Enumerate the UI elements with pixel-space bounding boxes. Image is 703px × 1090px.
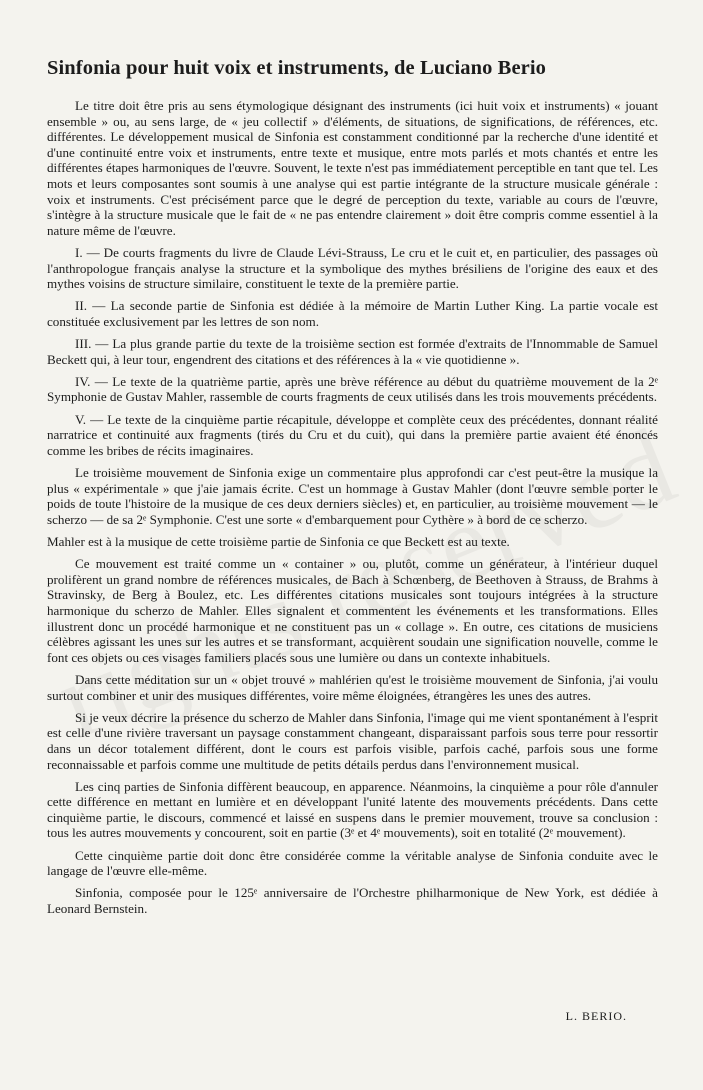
document-body <box>47 98 658 923</box>
document-title: Sinfonia pour huit voix et instruments, de Luciano Berio <box>47 57 546 79</box>
paragraph-third-movement: Le troisième mouvement de Sinfonia exige un commentaire plus approfondi car c'est peut-être la musique la plus « expérimentale » que j'aie jamais écrite. C'est un hommage à Gustav Mahler (dont l'œuvre semble porter le poids de toute l'histoire de la musique de ces deux derniers siècles) et, en particulier, au troisième mouvement — le scherzo — de sa 2ᵉ Symphonie. C'est une sorte « d'embarquement pour Cythère » à bord de ce scherzo. <box>47 465 658 527</box>
paragraph-intro: Le titre doit être pris au sens étymologique désignant des instruments (ici huit voix et instruments) « jouant ensemble » ou, au sens large, de « jeu collectif » d'éléments, de situations, de significations, de références, etc. différentes. Le développement musical de Sinfonia est constamment conditionné par la recherche d'une identité et d'une continuité entre voix et instruments, entre texte et musique, entre mots parlés et mots chantés et entre les différentes étapes harmoniques de l'œuvre. Souvent, le texte n'est pas immédiatement perceptible en tant que tel. Les mots et leurs composantes sont soumis à une analyse qui est partie intégrante de la structure musicale générale : voix et instruments. C'est précisément parce que le degré de perception du texte, variable au cours de l'œuvre, s'intègre à la structure musicale que le fait de « ne pas entendre clairement » doit être compris comme essentiel à la nature même de l'œuvre. <box>47 98 658 238</box>
paragraph-cinq-parties: Les cinq parties de Sinfonia diffèrent beaucoup, en apparence. Néanmoins, la cinquième a pour rôle d'annuler cette différence en mettant en lumière et en développant l'unité latente des mouvements précédents. Dans cette cinquième partie, le discours, commencé et laissé en suspens dans le premier mouvement, trouve sa conclusion : tous les autres mouvements y concourent, soit en partie (3ᵉ et 4ᵉ mouvements), soit en totalité (2ᵉ mouvement). <box>47 778 658 841</box>
paragraph-part-5: V. — Le texte de la cinquième partie récapitule, développe et complète ceux des précédentes, donnant réalité narratrice et continuité aux fragments (tirés du Cru et du cuit), qui dans la première partie avaient été énoncés comme les bribes de récits imaginaires. <box>47 411 658 458</box>
paragraph-mahler-beckett: Mahler est à la musique de cette troisième partie de Sinfonia ce que Beckett est au texte. <box>47 534 510 549</box>
paragraph-objet-trouve: Dans cette méditation sur un « objet trouvé » mahlérien qu'est le troisième mouvement de Sinfonia, j'ai voulu surtout combiner et unir des musiques différentes, voire même éloignées, étrangères les unes des autres. <box>47 671 658 703</box>
paragraph-riviere: Si je veux décrire la présence du scherzo de Mahler dans Sinfonia, l'image qui me vient spontanément à l'esprit est celle d'une rivière traversant un paysage constamment changeant, disparaissant parfois sous terre pour ressortir dans un décor totalement différent, dont le cours est parfois visible, parfois caché, parfois sous une forme reconnaissable et parfois comme une multitude de petits détails perdus dans l'environnement musical. <box>47 709 658 772</box>
paragraph-part-3: III. — La plus grande partie du texte de la troisième section est formée d'extraits de l'Innommable de Samuel Beckett qui, à leur tour, engendrent des citations et des références à la « vie quotidienne ». <box>47 336 658 367</box>
paragraph-part-1: I. — De courts fragments du livre de Claude Lévi-Strauss, Le cru et le cuit et, en particulier, des passages où l'anthropologue français analyse la structure et la symbolique des mythes brésiliens de l'origine des eaux et des mythes voisins de structure similaire, constituent le texte de la première partie. <box>47 244 658 292</box>
paragraph-part-2: II. — La seconde partie de Sinfonia est dédiée à la mémoire de Martin Luther King. La partie vocale est constituée exclusivement par les lettres de son nom. <box>47 298 658 329</box>
paragraph-part-4: IV. — Le texte de la quatrième partie, après une brève référence au début du quatrième mouvement de la 2ᵉ Symphonie de Gustav Mahler, rassemble de courts fragments de ceux utilisés dans les trois mouvements précédents. <box>47 373 658 405</box>
paragraph-analyse: Cette cinquième partie doit donc être considérée comme la véritable analyse de Sinfonia conduite avec le langage de l'œuvre elle-même. <box>47 847 658 879</box>
paragraph-dedication: Sinfonia, composée pour le 125ᵉ anniversaire de l'Orchestre philharmonique de New York, est dédiée à Leonard Bernstein. <box>47 885 658 917</box>
paragraph-container: Ce mouvement est traité comme un « container » ou, plutôt, comme un générateur, à l'intérieur duquel prolifèrent un grand nombre de références musicales, de Bach à Schœnberg, de Beethoven à Strauss, de Brahms à Stravinsky, de Berg à Boulez, etc. Les différentes citations musicales sont toujours intégrées à la structure harmonique du scherzo de Mahler. Elles signalent et commentent les événements et les transformations. Elles illustrent donc un procédé harmonique et ne constituent pas un « collage ». En outre, ces citations de musiciens célèbres agissant les unes sur les autres et se transformant, acquièrent soudain une signification nouvelle, comme le font ces objets ou ces visages familiers placés sous une lumière ou dans un contexte inhabituels. <box>47 556 658 665</box>
signature: L. BERIO. <box>565 1009 627 1023</box>
